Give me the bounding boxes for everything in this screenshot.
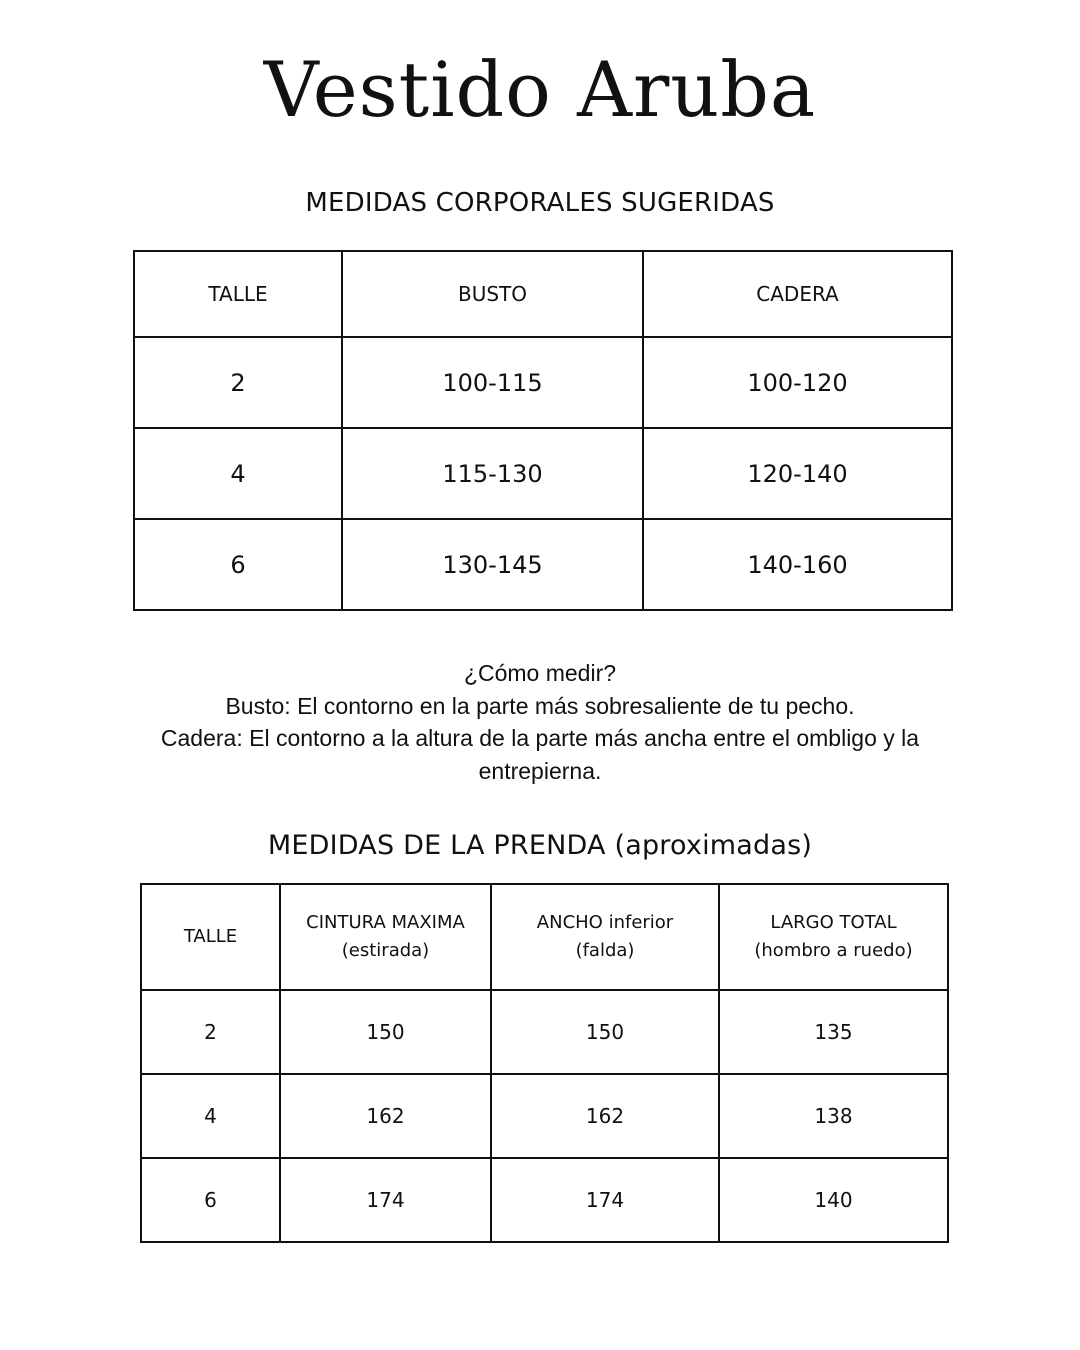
column-header-label: TALLE — [183, 926, 238, 947]
size-cell: 6 — [141, 1158, 280, 1242]
table-row — [141, 990, 948, 1074]
how-to-measure-question: ¿Cómo medir? — [463, 660, 617, 686]
bust-cell: 130-145 — [342, 519, 643, 610]
column-header-sublabel: (estirada) — [341, 940, 430, 961]
column-header-sublabel: (hombro a ruedo) — [754, 940, 913, 961]
width-cell: 162 — [491, 1074, 719, 1158]
column-header-label: CINTURA MAXIMA — [306, 912, 465, 933]
column-header-ancho — [491, 884, 719, 990]
waist-cell: 162 — [280, 1074, 491, 1158]
table-row — [141, 1074, 948, 1158]
column-header-cadera: CADERA — [643, 251, 952, 337]
bust-cell: 100-115 — [342, 337, 643, 428]
column-header-label: ANCHO inferior — [536, 912, 674, 933]
width-cell: 150 — [491, 990, 719, 1074]
table-row — [134, 519, 952, 610]
body-measurements-table — [133, 250, 953, 611]
hip-instruction: Cadera: El contorno a la altura de la parte más ancha entre el ombligo y la entrepierna. — [160, 725, 920, 784]
bust-instruction: Busto: El contorno en la parte más sobresaliente de tu pecho. — [225, 692, 855, 719]
page-title: Vestido Aruba — [263, 45, 817, 134]
garment-measurements-heading: MEDIDAS DE LA PRENDA (aproximadas) — [267, 830, 813, 861]
length-cell: 140 — [719, 1158, 948, 1242]
size-cell: 2 — [134, 337, 342, 428]
column-header-label: LARGO TOTAL — [770, 912, 897, 933]
length-cell: 135 — [719, 990, 948, 1074]
width-cell: 174 — [491, 1158, 719, 1242]
table-row — [134, 337, 952, 428]
hip-cell: 100-120 — [643, 337, 952, 428]
size-cell: 4 — [141, 1074, 280, 1158]
table-row — [134, 428, 952, 519]
column-header-talle — [141, 884, 280, 990]
column-header-sublabel: (falda) — [575, 940, 635, 961]
length-cell: 138 — [719, 1074, 948, 1158]
column-header-cintura — [280, 884, 491, 990]
table-row — [141, 1158, 948, 1242]
how-to-measure-text — [120, 657, 960, 787]
column-header-talle: TALLE — [134, 251, 342, 337]
column-header-busto: BUSTO — [342, 251, 643, 337]
table-header-row — [141, 884, 948, 990]
size-cell: 6 — [134, 519, 342, 610]
garment-measurements-table — [140, 883, 949, 1243]
waist-cell: 150 — [280, 990, 491, 1074]
hip-cell: 120-140 — [643, 428, 952, 519]
hip-cell: 140-160 — [643, 519, 952, 610]
table-header-row — [134, 251, 952, 337]
size-cell: 4 — [134, 428, 342, 519]
waist-cell: 174 — [280, 1158, 491, 1242]
column-header-largo — [719, 884, 948, 990]
bust-cell: 115-130 — [342, 428, 643, 519]
body-measurements-heading: MEDIDAS CORPORALES SUGERIDAS — [305, 188, 775, 218]
size-cell: 2 — [141, 990, 280, 1074]
